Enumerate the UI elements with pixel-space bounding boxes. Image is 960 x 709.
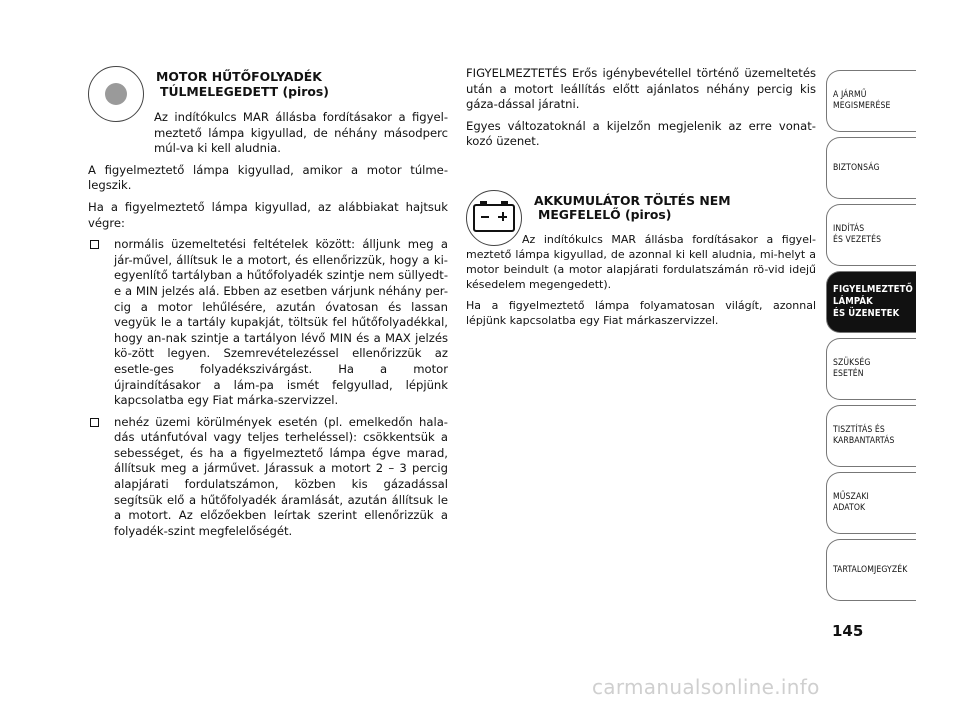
- left-column: [88, 66, 448, 545]
- page-number: 145: [832, 622, 864, 640]
- tab-inditas-es-vezetes[interactable]: INDÍTÁS ÉS VEZETÉS: [826, 204, 916, 266]
- coolant-intro: Az indítókulcs MAR állásba fordításakor a figyel-meztető lámpa kigyullad, de néhány másodperc múl-va ki kell aludnia.: [154, 110, 448, 156]
- tab-figyelmezteto-lampak-active[interactable]: FIGYELMEZTETŐ LÁMPÁK ÉS ÜZENETEK: [826, 271, 916, 333]
- checkbox-bullet-icon: [90, 240, 99, 249]
- coolant-section-title: [156, 70, 329, 99]
- warning-paragraph: FIGYELMEZTETÉS Erős igénybevétellel történő üzemeltetés után a motort leállítás előtt ajánlatos néhány percig kis gáza-dással járatni.: [466, 66, 816, 112]
- tab-tisztitas-es-karbantartas[interactable]: TISZTÍTÁS ÉS KARBANTARTÁS: [826, 405, 916, 467]
- list-item: nehéz üzemi körülmények esetén (pl. emelkedőn hala-dás utánfutóval vagy teljes terheléssel): csökkentsük a sebességet, és ha a figyelmeztető lámpa égve marad, állítsuk meg a járművet. Járassuk a motort 2 – 3 percig alapjárati fordulatszámon, közben kis gázadással segítsük elő a hűtőfolyadék áramlását, azután állítsuk le a motort. Az előzőekben leírtak szerint ellenőrizzük a folyadék-szint megfelelőségét.: [88, 415, 448, 540]
- coolant-paragraph-2: Ha a figyelmeztető lámpa kigyullad, az alábbiakat hajtsuk végre:: [88, 199, 448, 230]
- battery-section-title: [534, 194, 731, 223]
- coolant-title-line1: MOTOR HŰTŐFOLYADÉK: [156, 69, 322, 84]
- tab-muszaki-adatok[interactable]: MŰSZAKI ADATOK: [826, 472, 916, 534]
- right-column: [466, 66, 816, 334]
- battery-paragraph-1: Ha a figyelmeztető lámpa folyamatosan világít, azonnal lépjünk kapcsolatba egy Fiat márkaszervizzel.: [466, 298, 816, 327]
- tab-tartalomjegyzek[interactable]: TARTALOMJEGYZÉK: [826, 539, 916, 601]
- battery-title-line1: AKKUMULÁTOR TÖLTÉS NEM: [534, 192, 731, 208]
- checkbox-bullet-icon: [90, 418, 99, 427]
- watermark: carmanualsonline.info: [592, 675, 820, 699]
- coolant-temperature-icon: [88, 66, 144, 122]
- battery-intro: Az indítókulcs MAR állásba fordításakor a figyel-meztető lámpa kigyullad, de azonnal ki kell aludnia, mi-helyt a motor beindult (a motor alapjárati fordulatszámán rö-vid idejű késedelem megengedett).: [466, 232, 816, 291]
- list-item: normális üzemeltetési feltételek között: álljunk meg a jár-művel, állítsuk le a motort, és ellenőrizzük, hogy a ki-egyenlítő tartályban a hűtőfolyadék szintje nem süllyedt-e a MIN jelzés alá. Ebben az esetben várjunk néhány per-cig a motor lehűlésére, azután óvatosan és lassan vegyük le a tartály kupakját, töltsük fel hűtőfolyadékkal, hogy an-nak szintje a tartályon lévő MIN és a MAX jelzés kö-zött legyen. Szemrevételezéssel ellenőrizzük az esetle-ges folyadékszivárgást. Ha a motor újraindításakor a lám-pa ismét felgyullad, lépjünk kapcsolatba egy Fiat márka-szervizzel.: [88, 237, 448, 409]
- display-note: Egyes változatoknál a kijelzőn megjelenik az erre vonat-kozó üzenet.: [466, 118, 816, 149]
- battery-warning-icon: [466, 190, 522, 246]
- tab-a-jarmu-megismerese[interactable]: A JÁRMŰ MEGISMERÉSE: [826, 70, 916, 132]
- coolant-icon-dot: [105, 83, 127, 105]
- tab-szukseg-eseten[interactable]: SZÜKSÉG ESETÉN: [826, 338, 916, 400]
- coolant-paragraph-1: A figyelmeztető lámpa kigyullad, amikor a motor túlme-legszik.: [88, 162, 448, 193]
- battery-icon: [473, 204, 515, 232]
- battery-title-line2: MEGFELELŐ (piros): [538, 207, 672, 223]
- chapter-tabs: [826, 70, 916, 606]
- coolant-title-line2: TÚLMELEGEDETT (piros): [160, 83, 329, 99]
- coolant-bullet-list: [88, 237, 448, 539]
- tab-biztonsag[interactable]: BIZTONSÁG: [826, 137, 916, 199]
